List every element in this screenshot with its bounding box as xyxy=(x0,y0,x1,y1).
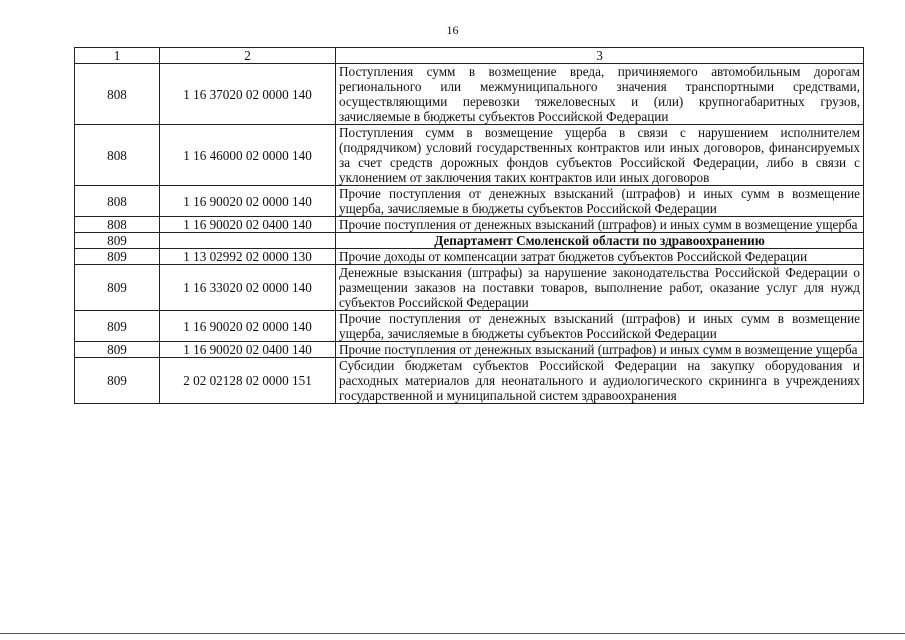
admin-code-cell: 808 xyxy=(75,217,160,233)
table-row xyxy=(75,265,864,311)
budget-classification-code-cell: 1 13 02992 02 0000 130 xyxy=(160,249,336,265)
column-header-2: 2 xyxy=(160,48,336,64)
page-number: 16 xyxy=(446,23,459,37)
admin-code-cell: 809 xyxy=(75,233,160,249)
department-name-cell: Департамент Смоленской области по здравоохранению xyxy=(336,233,864,249)
budget-classification-code-cell: 1 16 90020 02 0000 140 xyxy=(160,311,336,342)
page-bottom-rule xyxy=(0,633,905,634)
revenue-description-cell: Субсидии бюджетам субъектов Российской Федерации на закупку оборудования и расходных материалов для неонатального и аудиологического скрининга в учреждениях государственной и муниципальной систем здравоохранения xyxy=(336,358,864,404)
admin-code-cell: 809 xyxy=(75,265,160,311)
table-row xyxy=(75,311,864,342)
table-row xyxy=(75,217,864,233)
revenue-description-cell: Денежные взыскания (штрафы) за нарушение законодательства Российской Федерации о размещении заказов на поставки товаров, выполнение работ, оказание услуг для нужд субъектов Российской Федерации xyxy=(336,265,864,311)
budget-classification-code-cell xyxy=(160,233,336,249)
admin-code-cell: 808 xyxy=(75,125,160,186)
budget-classification-code-cell: 1 16 46000 02 0000 140 xyxy=(160,125,336,186)
admin-code-cell: 809 xyxy=(75,249,160,265)
budget-classification-code-cell: 1 16 90020 02 0000 140 xyxy=(160,186,336,217)
admin-code-cell: 808 xyxy=(75,186,160,217)
admin-code-cell: 809 xyxy=(75,311,160,342)
revenue-description-cell: Поступления сумм в возмещение вреда, причиняемого автомобильным дорогам регионального или межмуниципального значения транспортными средствами, осуществляющими перевозки тяжеловесных и (или) крупногабаритных грузов, зачисляемые в бюджеты субъектов Российской Федерации xyxy=(336,64,864,125)
table-row xyxy=(75,125,864,186)
column-header-3: 3 xyxy=(336,48,864,64)
budget-classification-code-cell: 2 02 02128 02 0000 151 xyxy=(160,358,336,404)
table-row xyxy=(75,342,864,358)
revenue-code-table xyxy=(74,47,864,404)
table-row xyxy=(75,64,864,125)
revenue-description-cell: Прочие доходы от компенсации затрат бюджетов субъектов Российской Федерации xyxy=(336,249,864,265)
department-header-row xyxy=(75,233,864,249)
admin-code-cell: 809 xyxy=(75,342,160,358)
column-header-1: 1 xyxy=(75,48,160,64)
budget-classification-code-cell: 1 16 90020 02 0400 140 xyxy=(160,217,336,233)
revenue-description-cell: Прочие поступления от денежных взысканий (штрафов) и иных сумм в возмещение ущерба xyxy=(336,217,864,233)
admin-code-cell: 808 xyxy=(75,64,160,125)
budget-classification-code-cell: 1 16 90020 02 0400 140 xyxy=(160,342,336,358)
revenue-description-cell: Прочие поступления от денежных взысканий (штрафов) и иных сумм в возмещение ущерба, зачисляемые в бюджеты субъектов Российской Федерации xyxy=(336,311,864,342)
admin-code-cell: 809 xyxy=(75,358,160,404)
table-header-row xyxy=(75,48,864,64)
table-row xyxy=(75,249,864,265)
budget-classification-code-cell: 1 16 37020 02 0000 140 xyxy=(160,64,336,125)
revenue-description-cell: Прочие поступления от денежных взысканий (штрафов) и иных сумм в возмещение ущерба xyxy=(336,342,864,358)
revenue-description-cell: Прочие поступления от денежных взысканий (штрафов) и иных сумм в возмещение ущерба, зачисляемые в бюджеты субъектов Российской Федерации xyxy=(336,186,864,217)
budget-classification-code-cell: 1 16 33020 02 0000 140 xyxy=(160,265,336,311)
revenue-description-cell: Поступления сумм в возмещение ущерба в связи с нарушением исполнителем (подрядчиком) условий государственных контрактов или иных договоров, финансируемых за счет средств дорожных фондов субъектов Российской Федерации, либо в связи с уклонением от заключения таких контрактов или иных договоров xyxy=(336,125,864,186)
table-row xyxy=(75,358,864,404)
table-row xyxy=(75,186,864,217)
